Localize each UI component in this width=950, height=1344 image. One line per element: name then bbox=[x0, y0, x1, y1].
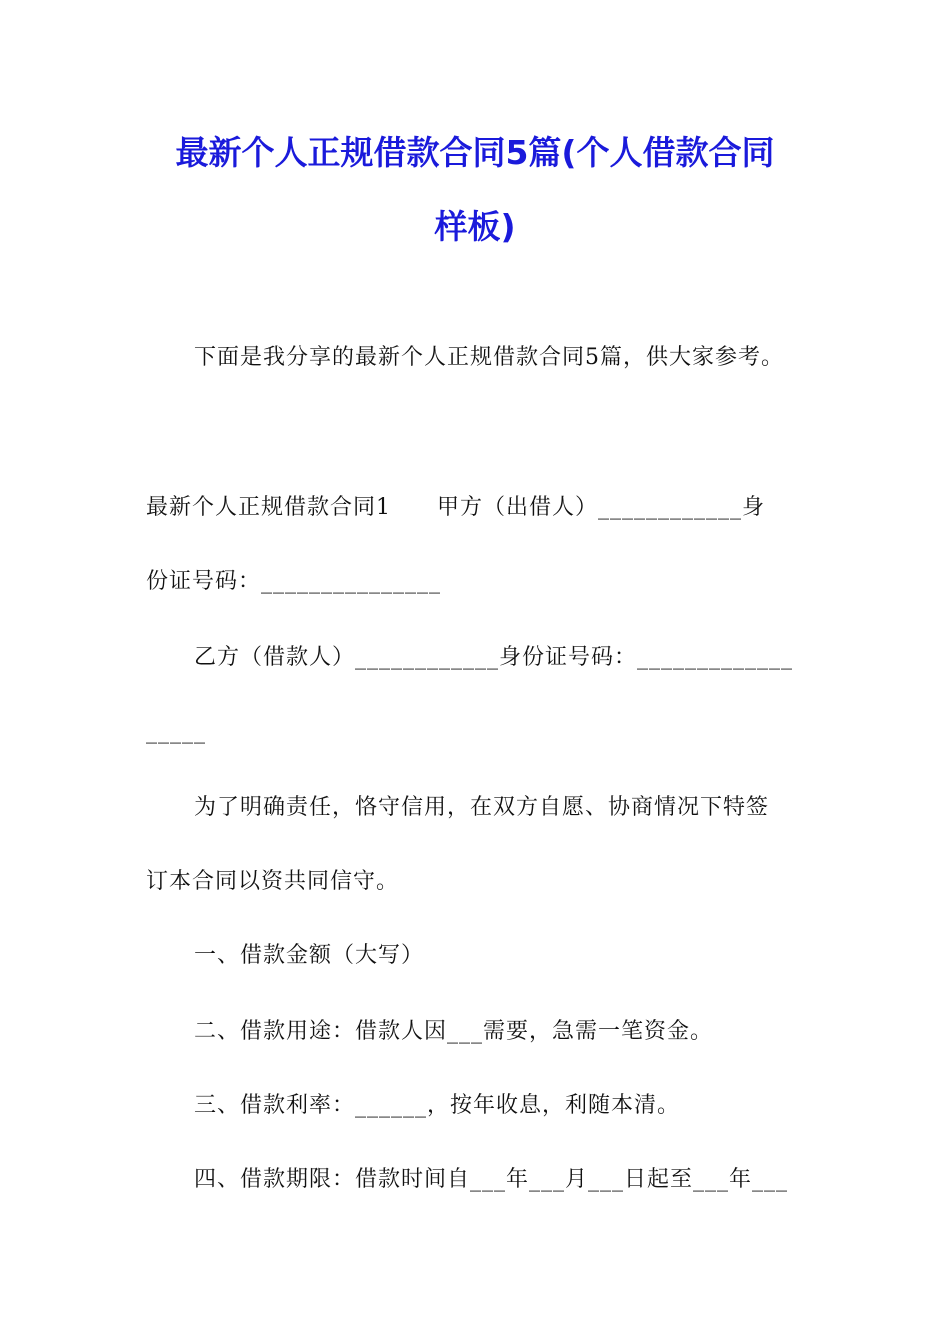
party-b-id-continuation: _____ bbox=[146, 719, 206, 744]
party-a-id-line: 份证号码：_______________ bbox=[146, 569, 442, 594]
party-b-line: 乙方（借款人）____________身份证号码：_____________ bbox=[194, 645, 794, 670]
clause-interest-rate: 三、借款利率：______，按年收息，利随本清。 bbox=[194, 1093, 681, 1118]
clause-loan-purpose: 二、借款用途：借款人因___需要，急需一笔资金。 bbox=[194, 1019, 714, 1044]
document-title-line-2: 样板) bbox=[434, 207, 516, 246]
clause-loan-amount: 一、借款金额（大写） bbox=[194, 943, 425, 968]
document-title-line-1: 最新个人正规借款合同5篇(个人借款合同 bbox=[175, 133, 775, 172]
clause-loan-term: 四、借款期限：借款时间自___年___月___日起至___年___ bbox=[194, 1167, 789, 1192]
purpose-paragraph-line-1: 为了明确责任，恪守信用，在双方自愿、协商情况下特签 bbox=[194, 795, 770, 820]
contract-heading-line: 最新个人正规借款合同1 甲方（出借人）____________身 bbox=[146, 495, 765, 520]
intro-paragraph: 下面是我分享的最新个人正规借款合同5篇，供大家参考。 bbox=[194, 345, 784, 370]
purpose-paragraph-line-2: 订本合同以资共同信守。 bbox=[146, 869, 400, 894]
